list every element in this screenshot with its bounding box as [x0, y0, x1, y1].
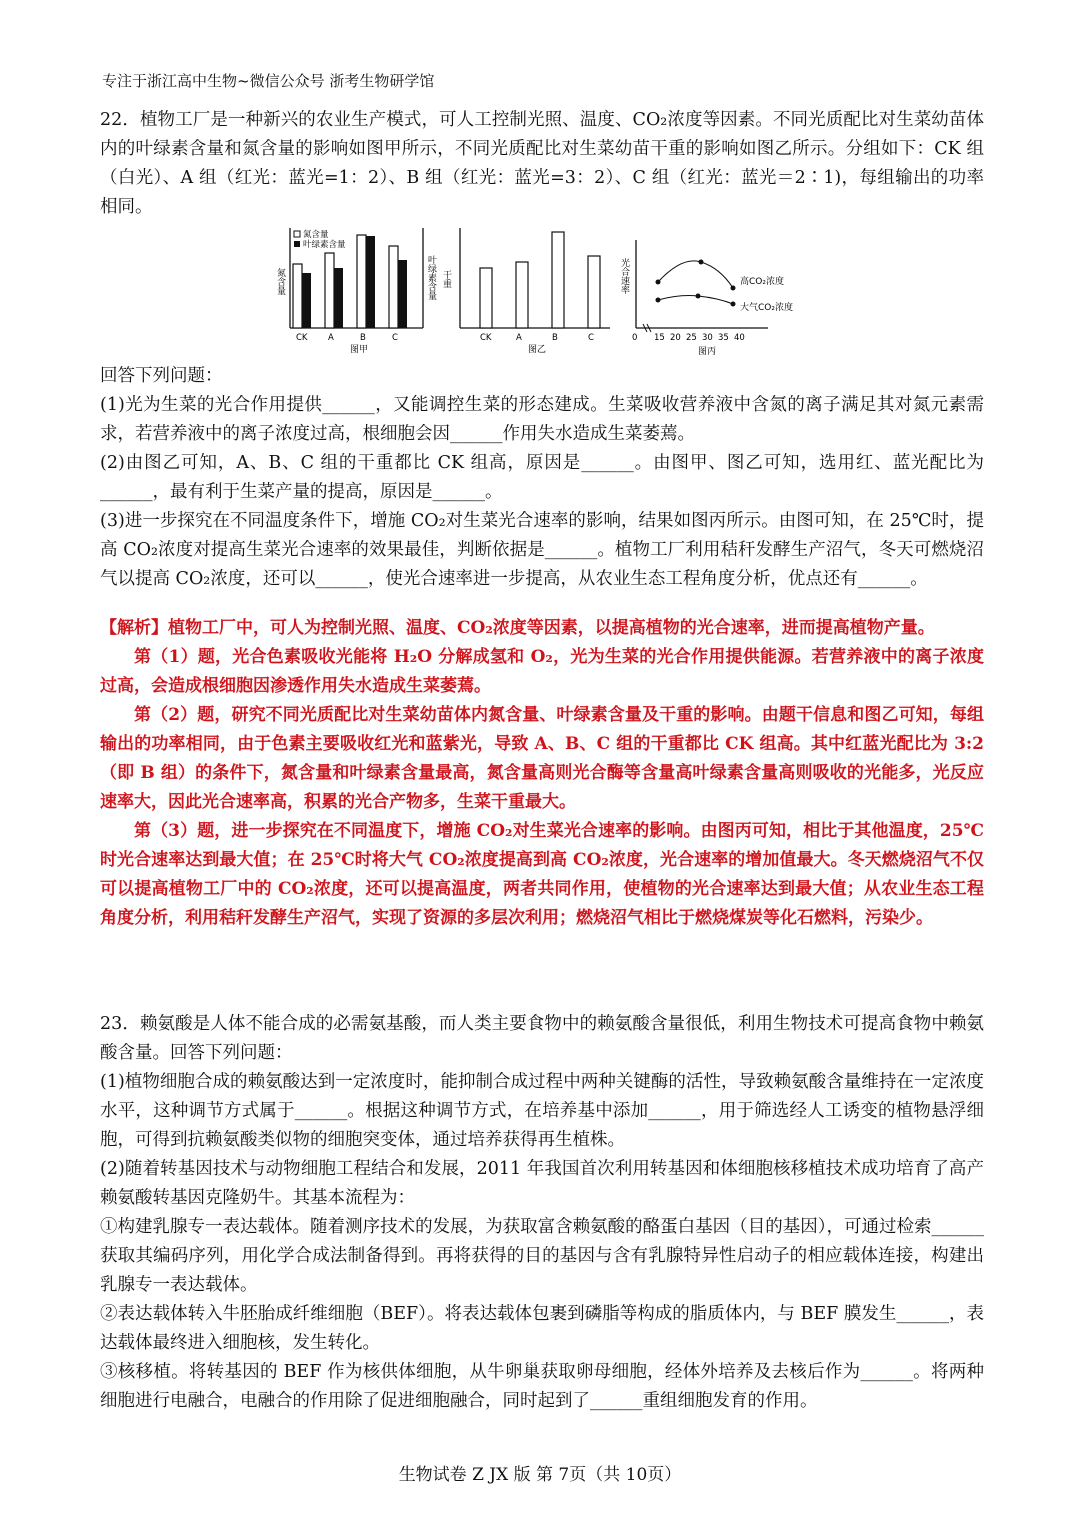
analysis-intro: 【解析】植物工厂中，可人为控制光照、温度、CO₂浓度等因素，以提高植物的光合速率，进而提高植物产量。: [100, 618, 935, 638]
air-co2-point: [696, 294, 701, 299]
yi-bar: [516, 262, 528, 328]
q22-figures: [260, 220, 820, 360]
bing-xtick-label: 25: [686, 333, 697, 343]
jia-ylabel-left: 氮含量: [275, 268, 285, 295]
analysis-part3: 第（3）题，进一步探究在不同温度下，增施 CO₂对生菜光合速率的影响。由图丙可知，相比于其他温度，25℃时光合速率达到最大值；在 25℃时将大气 CO₂浓度提高到高 CO₂浓度，光合速率的增加值最大。冬天燃烧沼气不仅可以提高植物工厂中的 CO₂浓度，还可以提高温度，两者共同作用，使植物的光合速率达到最大值；从农业生态工程角度分析，利用秸秆发酵生产沼气，实现了资源的多层次利用；燃烧沼气相比于燃烧煤炭等化石燃料，污染少。: [100, 821, 984, 928]
yi-categories: [480, 333, 594, 343]
yi-bar: [552, 232, 564, 328]
question-23: [100, 1010, 984, 1416]
q22-lead: 回答下列问题：: [100, 366, 223, 386]
bing-caption: 图丙: [698, 347, 717, 357]
yi-bar: [588, 256, 600, 328]
page-footer: 生物试卷 Z JX 版 第 7页（共 10页）: [398, 1465, 682, 1485]
q23-step1: ①构建乳腺专一表达载体。随着测序技术的发展，为获取富含赖氨酸的酪蛋白基因（目的基因），可通过检索______获取其编码序列，用化学合成法制备得到。再将获得的目的基因与含有乳腺特异性启动子的相应载体连接，构建出乳腺专一表达载体。: [100, 1217, 984, 1295]
question-22-body: [100, 362, 984, 594]
yi-ylabel: 干重: [441, 270, 451, 288]
yi-category-label: A: [516, 333, 522, 343]
series-air-co2-label: 大气CO₂浓度: [740, 303, 793, 313]
air-co2-point: [731, 302, 736, 307]
q23-sub1: (1)植物细胞合成的赖氨酸达到一定浓度时，能抑制合成过程中两种关键酶的活性，导致赖氨酸含量维持在一定浓度水平，这种调节方式属于______。根据这种调节方式，在培养基中添加______，用于筛选经人工诱变的植物悬浮细胞，可得到抗赖氨酸类似物的细胞突变体，通过培养获得再生植株。: [100, 1072, 984, 1150]
jia-categories: [296, 333, 398, 343]
figure-bing: [619, 240, 793, 357]
air-co2-point: [656, 298, 661, 303]
bing-xtick-label: 0: [632, 333, 638, 343]
yi-category-label: C: [588, 333, 594, 343]
yi-category-label: B: [552, 333, 558, 343]
high-co2-point: [656, 280, 661, 285]
jia-bar-chlorophyll: [398, 260, 407, 328]
high-co2-point: [731, 286, 736, 291]
jia-category-label: B: [360, 333, 366, 343]
q23-step3: ③核移植。将转基因的 BEF 作为核供体细胞，从牛卵巢获取卵母细胞，经体外培养及去核后作为______。将两种细胞进行电融合，电融合的作用除了促进细胞融合，同时起到了______重组细胞发育的作用。: [100, 1362, 984, 1411]
q22-analysis: [100, 614, 984, 933]
series-high-co2-label: 高CO₂浓度: [740, 277, 784, 287]
jia-bar-chlorophyll: [334, 268, 343, 328]
analysis-part2: 第（2）题，研究不同光质配比对生菜幼苗体内氮含量、叶绿素含量及干重的影响。由题干信息和图乙可知，每组输出的功率相同，由于色素主要吸收红光和蓝紫光，导致 A、B、C 组的干重都比 CK 组高。其中红蓝光配比为 3:2（即 B 组）的条件下，氮含量和叶绿素含量最高，氮含量高则光合酶等含量高叶绿素含量高则吸收的光能多，光反应速率大，因此光合速率高，积累的光合产物多，生菜干重最大。: [100, 705, 984, 812]
legend-nitrogen-swatch: [294, 231, 300, 237]
yi-bars: [480, 232, 600, 328]
air-co2-curve: [658, 296, 733, 305]
analysis-part1: 第（1）题，光合色素吸收光能将 H₂O 分解成氢和 O₂，光为生菜的光合作用提供能源。若营养液中的离子浓度过高，会造成根细胞因渗透作用失水造成生菜萎蔫。: [100, 647, 984, 696]
bing-xtick-label: 15: [654, 333, 665, 343]
page-header: 专注于浙江高中生物~微信公众号 浙考生物研学馆: [102, 72, 435, 90]
q22-sub2: (2)由图乙可知，A、B、C 组的干重都比 CK 组高，原因是______。由图甲、图乙可知，选用红、蓝光配比为______，最有利于生菜产量的提高，原因是______。: [100, 453, 984, 502]
question-22-stem: [100, 106, 984, 222]
jia-bar-nitrogen: [325, 253, 334, 328]
bing-xticks: [632, 333, 745, 343]
jia-category-label: A: [328, 333, 334, 343]
q23-stem: 23．赖氨酸是人体不能合成的必需氨基酸，而人类主要食物中的赖氨酸含量很低，利用生物技术可提高食物中赖氨酸含量。回答下列问题：: [100, 1014, 984, 1063]
legend-chlorophyll-swatch: [294, 241, 300, 247]
jia-bar-nitrogen: [357, 235, 366, 328]
yi-category-label: CK: [480, 333, 492, 343]
q22-sub3: (3)进一步探究在不同温度条件下，增施 CO₂对生菜光合速率的影响，结果如图丙所示。由图可知，在 25℃时，提高 CO₂浓度对提高生菜光合速率的效果最佳，判断依据是______。植物工厂利用秸秆发酵生产沼气，冬天可燃烧沼气以提高 CO₂浓度，还可以______，使光合速率进一步提高，从农业生态工程角度分析，优点还有______。: [100, 511, 984, 589]
q23-step2: ②表达载体转入牛胚胎成纤维细胞（BEF）。将表达载体包裹到磷脂等构成的脂质体内，与 BEF 膜发生______，表达载体最终进入细胞核，发生转化。: [100, 1304, 984, 1353]
figures-svg: [260, 220, 820, 360]
jia-bar-nitrogen: [293, 264, 302, 328]
jia-bar-chlorophyll: [302, 273, 311, 328]
bing-xtick-label: 35: [718, 333, 729, 343]
jia-bar-chlorophyll: [366, 236, 375, 328]
legend-nitrogen: 氮含量: [303, 230, 329, 240]
bing-xtick-label: 30: [702, 333, 713, 343]
jia-ylabel-right: 叶绿素含量: [426, 255, 436, 300]
high-co2-point: [699, 260, 704, 265]
jia-bar-nitrogen: [389, 246, 398, 328]
bing-ylabel: 光合速率: [619, 258, 629, 294]
q22-sub1: (1)光为生菜的光合作用提供______，又能调控生菜的形态建成。生菜吸收营养液中含氮的离子满足其对氮元素需求，若营养液中的离子浓度过高，根细胞会因______作用失水造成生菜萎蔫。: [100, 395, 984, 444]
figure-jia: [275, 228, 437, 355]
jia-category-label: CK: [296, 333, 308, 343]
high-co2-curve: [658, 261, 733, 288]
bing-xtick-label: 20: [670, 333, 681, 343]
yi-caption: 图乙: [528, 345, 547, 355]
q23-sub2: (2)随着转基因技术与动物细胞工程结合和发展，2011 年我国首次利用转基因和体细胞核移植技术成功培育了高产赖氨酸转基因克隆奶牛。其基本流程为：: [100, 1159, 984, 1208]
yi-bar: [480, 268, 492, 328]
q22-stem-text: 22．植物工厂是一种新兴的农业生产模式，可人工控制光照、温度、CO₂浓度等因素。不同光质配比对生菜幼苗体内的叶绿素含量和氮含量的影响如图甲所示，不同光质配比对生菜幼苗干重的影响如图乙所示。分组如下：CK 组（白光）、A 组（红光：蓝光=1：2）、B 组（红光：蓝光=3：2）、C 组（红光：蓝光＝2∶1)，每组输出的功率相同。: [100, 110, 984, 217]
figure-yi: [441, 228, 610, 355]
bing-xtick-label: 40: [734, 333, 745, 343]
legend-chlorophyll: 叶绿素含量: [303, 240, 346, 250]
jia-caption: 图甲: [350, 345, 369, 355]
jia-category-label: C: [392, 333, 398, 343]
